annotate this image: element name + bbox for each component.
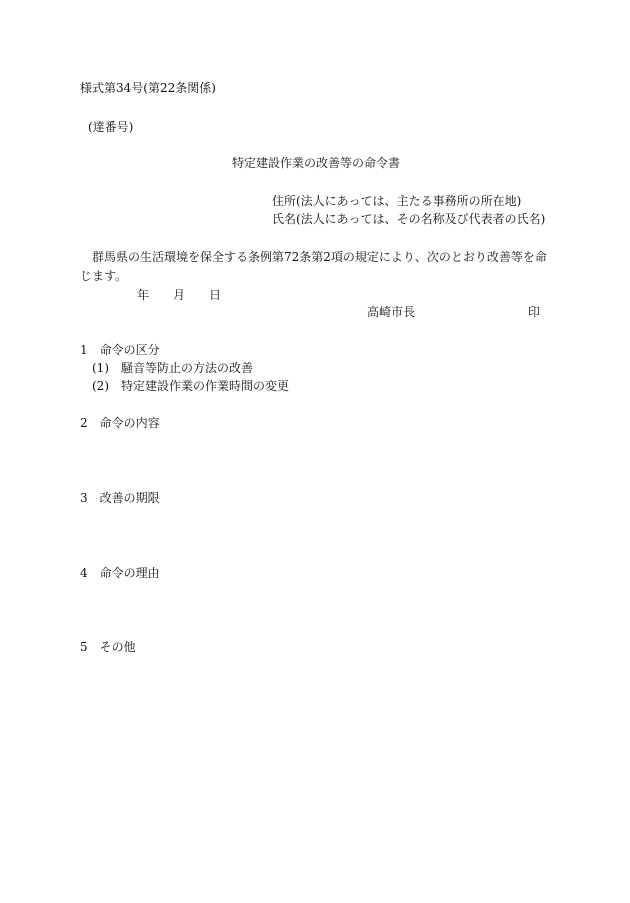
section-1-item-2: (2) 特定建設作業の作業時間の変更 <box>92 379 289 393</box>
date-month: 月 <box>173 288 186 302</box>
issuer-seal: 印 <box>528 305 541 319</box>
section-heading-4: 4 命令の理由 <box>80 566 160 580</box>
serial-number: (達番号) <box>88 120 134 134</box>
recipient-name: 氏名(法人にあっては、その名称及び代表者の氏名) <box>272 212 546 226</box>
section-heading-2: 2 命令の内容 <box>80 416 160 430</box>
section-1-item-1: (1) 騒音等防止の方法の改善 <box>92 361 253 375</box>
date-year: 年 <box>137 288 150 302</box>
issuer-title: 高崎市長 <box>367 305 416 319</box>
form-number: 様式第34号(第22条関係) <box>80 81 216 95</box>
body-text: 群馬県の生活環境を保全する条例第72条第2項の規定により、次のとおり改善等を命じます。 <box>80 250 547 283</box>
date-day: 日 <box>209 288 222 302</box>
section-heading-3: 3 改善の期限 <box>80 491 160 505</box>
section-heading-1: 1 命令の区分 <box>80 343 160 357</box>
document-title: 特定建設作業の改善等の命令書 <box>232 156 401 170</box>
recipient-address: 住所(法人にあっては、主たる事務所の所在地) <box>272 194 522 208</box>
section-heading-5: 5 その他 <box>80 640 136 654</box>
